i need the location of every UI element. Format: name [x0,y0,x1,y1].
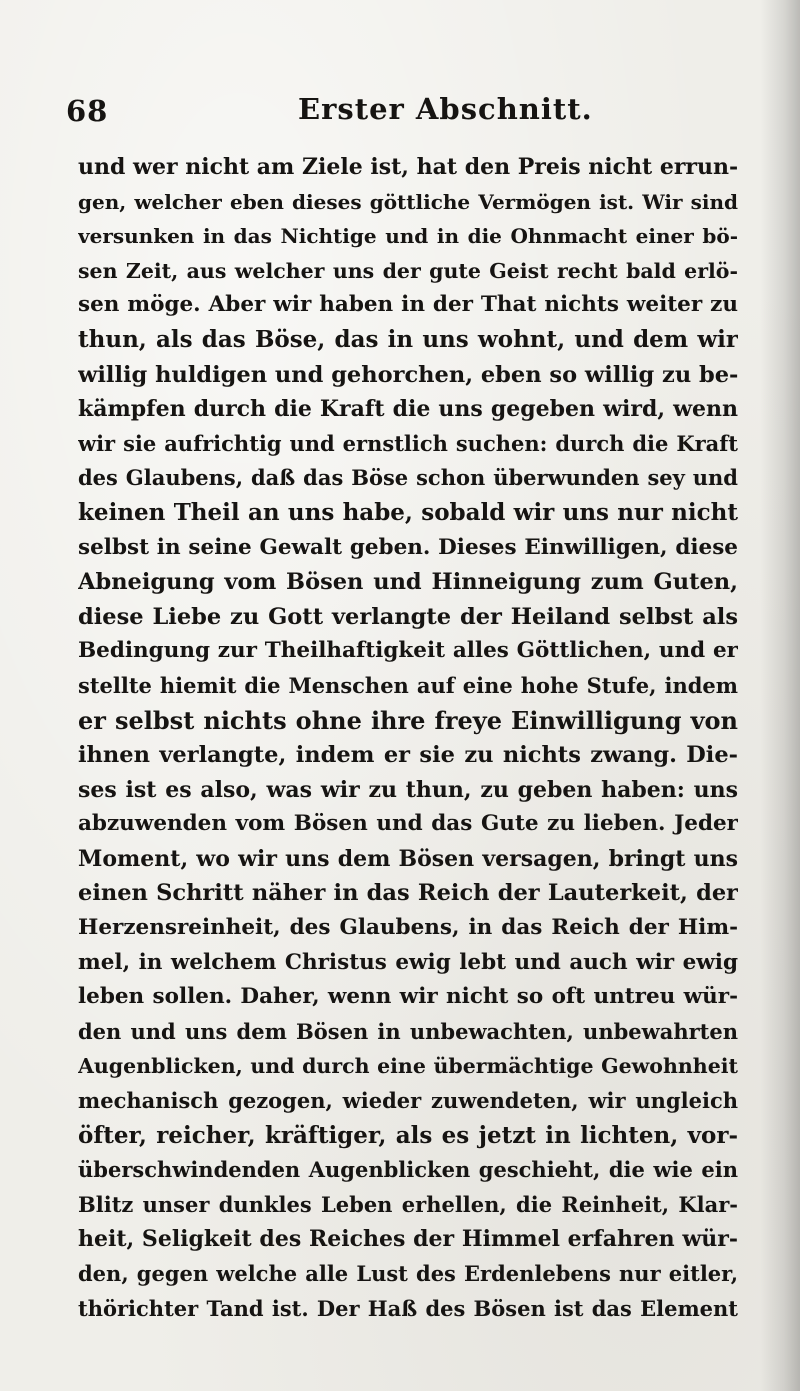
page-spine-shadow [760,0,800,1391]
text-line: thun, als das Böse, das in uns wohnt, und dem wir [78,325,738,353]
text-line: mel, in welchem Christus ewig lebt und auch wir ewig [78,949,738,975]
text-line: Abneigung vom Bösen und Hinneigung zum Guten, [78,569,738,596]
text-line: thörichter Tand ist. Der Haß des Bösen ist das Element [78,1295,738,1321]
text-line: einen Schritt näher in das Reich der Lauterkeit, der [78,880,738,907]
page-header [66,86,738,134]
text-line: Moment, wo wir uns dem Bösen versagen, bringt uns [78,845,738,872]
text-line: abzuwenden vom Bösen und das Gute zu lieben. Jeder [78,811,738,837]
text-line: Bedingung zur Theilhaftigkeit alles Göttlichen, und er [78,638,738,664]
text-line: Herzensreinheit, des Glaubens, in das Reich der Him- [78,915,738,941]
text-line: diese Liebe zu Gott verlangte der Heiland selbst als [78,603,738,630]
text-line: überschwindenden Augenblicken geschieht, die wie ein [78,1157,738,1183]
text-line: leben sollen. Daher, wenn wir nicht so oft untreu wür- [78,984,738,1010]
text-line: keinen Theil an uns habe, sobald wir uns nur nicht [78,498,738,526]
text-line: ihnen verlangte, indem er sie zu nichts zwang. Die- [78,742,738,769]
text-line: und wer nicht am Ziele ist, hat den Preis nicht errun- [78,154,738,180]
text-line: versunken in das Nichtige und in die Ohnmacht einer bö- [78,224,738,249]
text-line: sen möge. Aber wir haben in der That nichts weiter zu [78,292,738,318]
text-line: ses ist es also, was wir zu thun, zu geben haben: uns [78,776,738,803]
page-number: 68 [66,94,109,128]
text-line: stellte hiemit die Menschen auf eine hohe Stufe, indem [78,672,738,698]
text-line: er selbst nichts ohne ihre freye Einwilligung von [78,705,738,735]
text-line: heit, Seligkeit des Reiches der Himmel erfahren wür- [78,1226,738,1253]
text-line: öfter, reicher, kräftiger, als es jetzt in lichten, vor- [78,1121,738,1149]
text-line: den, gegen welche alle Lust des Erdenlebens nur eitler, [78,1261,738,1286]
text-line: gen, welcher eben dieses göttliche Vermögen ist. Wir sind [78,189,738,214]
text-line: wir sie aufrichtig und ernstlich suchen: durch die Kraft [78,430,738,456]
text-line: Augenblicken, und durch eine übermächtige Gewohnheit [78,1054,738,1079]
text-line: kämpfen durch die Kraft die uns gegeben wird, wenn [78,396,738,423]
text-line: des Glaubens, daß das Böse schon überwunden sey und [78,465,738,491]
running-title: Erster Abschnitt. [298,92,593,126]
text-line: Blitz unser dunkles Leben erhellen, die Reinheit, Klar- [78,1191,738,1217]
text-line: mechanisch gezogen, wieder zuwendeten, wir ungleich [78,1088,738,1114]
body-text [78,150,738,1326]
text-line: sen Zeit, aus welcher uns der gute Geist recht bald erlö- [78,258,738,283]
text-line: selbst in seine Gewalt geben. Dieses Einwilligen, diese [78,534,738,560]
text-line: willig huldigen und gehorchen, eben so willig zu be- [78,361,738,388]
text-line: den und uns dem Bösen in unbewachten, unbewahrten [78,1018,738,1044]
